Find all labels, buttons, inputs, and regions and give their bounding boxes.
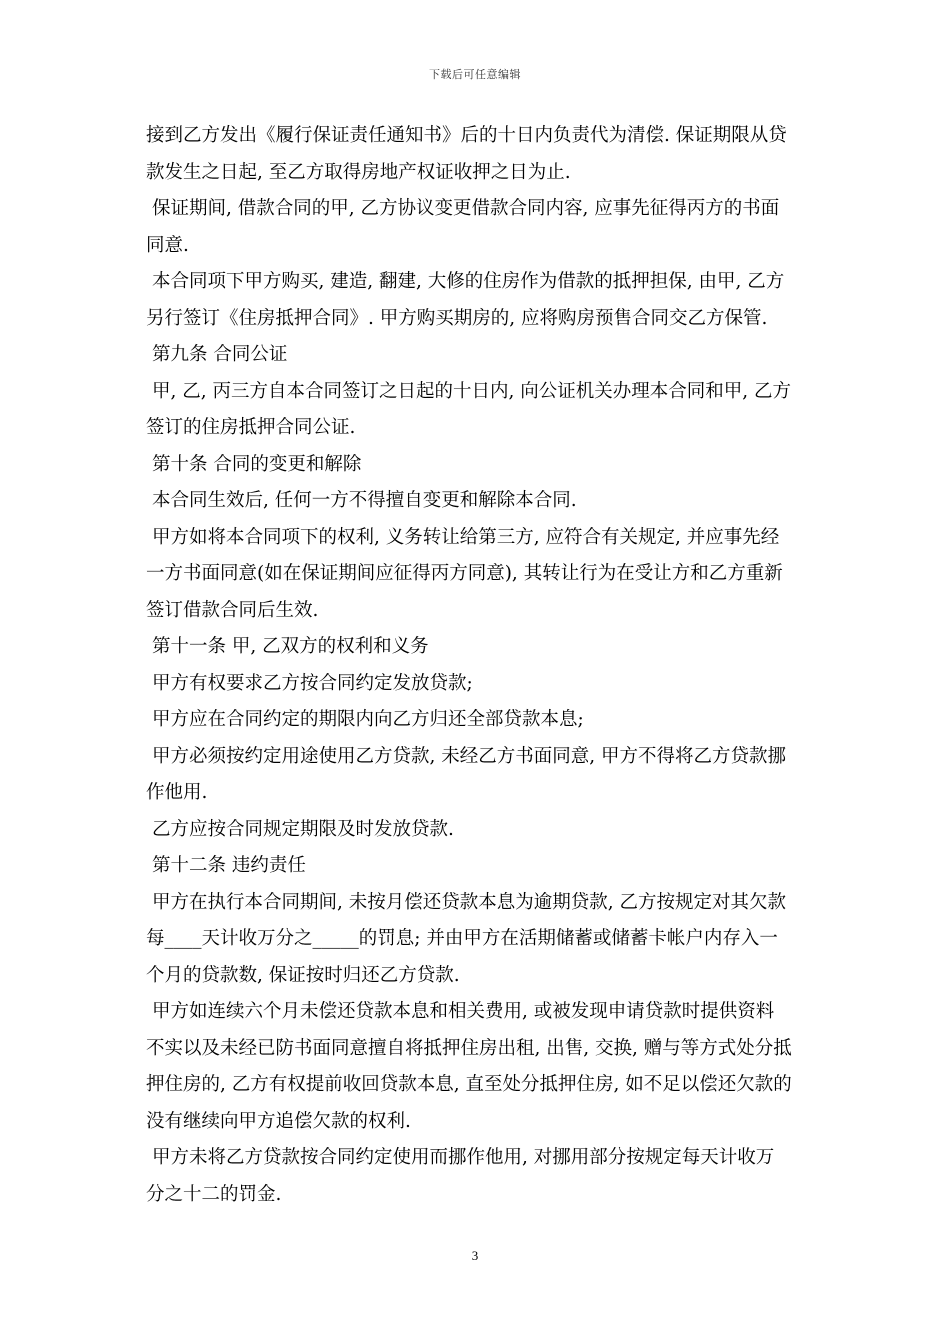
text-line: 个月的贷款数, 保证按时归还乙方贷款.: [146, 964, 460, 986]
text-line: 第九条 合同公证: [152, 344, 288, 365]
text-line: 第十一条 甲, 乙双方的权利和义务: [152, 636, 429, 657]
text-line: 不实以及未经已防书面同意擅自将抵押住房出租, 出售, 交换, 赠与等方式处分抵: [146, 1037, 792, 1059]
text-line: 签订借款合同后生效.: [146, 599, 319, 621]
text-line: 同意.: [146, 234, 189, 256]
text-line: 第十条 合同的变更和解除: [152, 453, 362, 475]
text-line: 本合同项下甲方购买, 建造, 翻建, 大修的住房作为借款的抵押担保, 由甲, 乙方: [152, 271, 785, 292]
text-line: 乙方应按合同规定期限及时发放贷款.: [152, 818, 454, 840]
page-header-note: 下载后可任意编辑: [429, 68, 521, 81]
text-line: 第十二条 违约责任: [152, 855, 306, 876]
text-line: 没有继续向甲方追偿欠款的权利.: [146, 1110, 411, 1132]
text-line: 一方书面同意(如在保证期间应征得丙方同意), 其转让行为在受让方和乙方重新: [146, 563, 783, 584]
text-line: 接到乙方发出《履行保证责任通知书》后的十日内负责代为清偿. 保证期限从贷: [146, 125, 787, 146]
text-line: 押住房的, 乙方有权提前收回贷款本息, 直至处分抵押住房, 如不足以偿还欠款的: [146, 1074, 792, 1095]
text-line: 款发生之日起, 至乙方取得房地产权证收押之日为止.: [146, 161, 571, 183]
text-line: 甲, 乙, 丙三方自本合同签订之日起的十日内, 向公证机关办理本合同和甲, 乙方: [152, 380, 792, 402]
text-line: 本合同生效后, 任何一方不得擅自变更和解除本合同.: [152, 490, 577, 511]
text-line: 甲方有权要求乙方按合同约定发放贷款;: [152, 672, 473, 694]
document-body: [146, 118, 812, 1213]
text-line: 另行签订《住房抵押合同》. 甲方购买期房的, 应将购房预售合同交乙方保管.: [146, 307, 768, 329]
text-line: 保证期间, 借款合同的甲, 乙方协议变更借款合同内容, 应事先征得丙方的书面: [152, 198, 780, 219]
text-line: 甲方未将乙方贷款按合同约定使用而挪作他用, 对挪用部分按规定每天计收万: [152, 1147, 775, 1168]
text-line: 每____天计收万分之_____的罚息; 并由甲方在活期储蓄或储蓄卡帐户内存入一: [146, 928, 778, 949]
text-line: 签订的住房抵押合同公证.: [146, 417, 356, 438]
text-line: 甲方如将本合同项下的权利, 义务转让给第三方, 应符合有关规定, 并应事先经: [152, 526, 780, 548]
text-line: 甲方如连续六个月未偿还贷款本息和相关费用, 或被发现申请贷款时提供资料: [152, 1001, 775, 1022]
text-line: 分之十二的罚金.: [146, 1183, 282, 1205]
text-line: 甲方必须按约定用途使用乙方贷款, 未经乙方书面同意, 甲方不得将乙方贷款挪: [152, 745, 787, 767]
text-line: 作他用.: [146, 782, 208, 803]
text-line: 甲方在执行本合同期间, 未按月偿还贷款本息为逾期贷款, 乙方按规定对其欠款: [152, 891, 787, 913]
text-line: 甲方应在合同约定的期限内向乙方归还全部贷款本息;: [152, 709, 584, 730]
page-number: 3: [471, 1248, 479, 1263]
